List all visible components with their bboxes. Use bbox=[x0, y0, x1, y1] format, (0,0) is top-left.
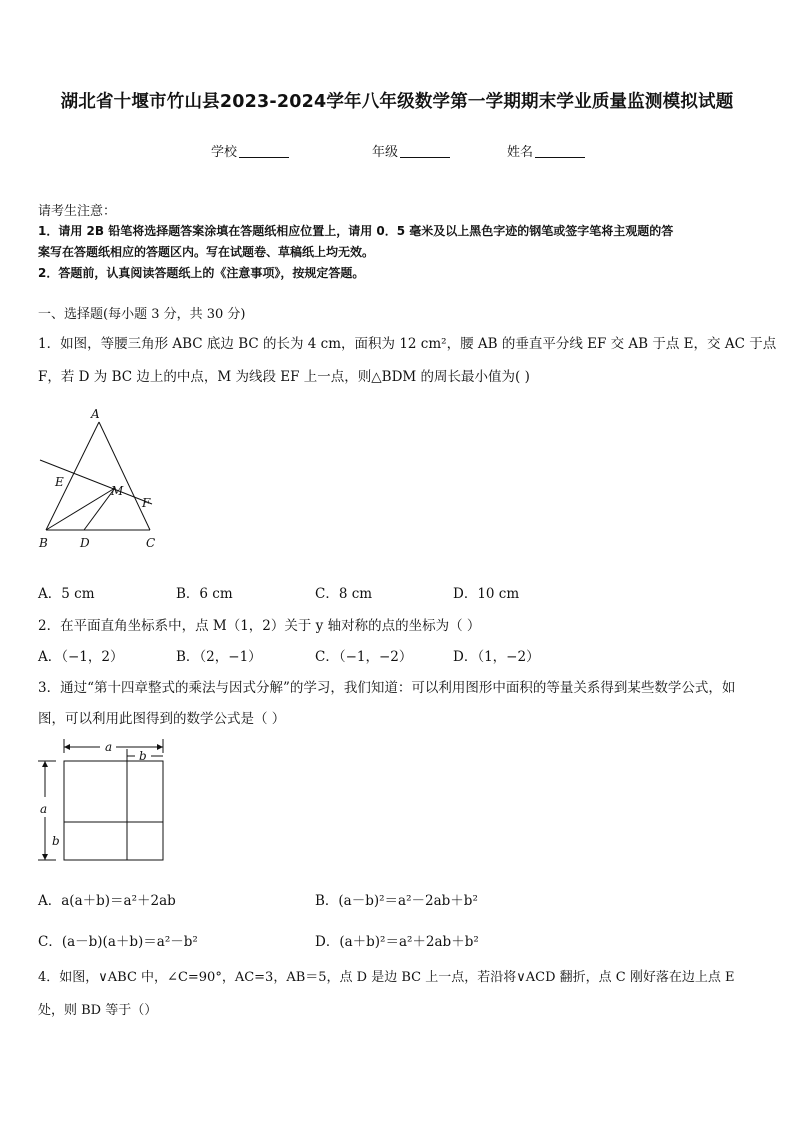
label-b-left: b bbox=[52, 834, 60, 848]
notice-line-2: 案写在答题纸相应的答题区内。写在试题卷、草稿纸上均无效。 bbox=[38, 245, 375, 259]
q3-square-figure bbox=[30, 735, 170, 865]
name-field bbox=[507, 141, 585, 160]
q3-text-line-1: 3．通过“第十四章整式的乘法与因式分解”的学习，我们知道：可以利用图形中面积的等量关系得到某些数学公式，如 bbox=[38, 680, 736, 696]
q1-option-c[interactable]: C．8 cm bbox=[315, 586, 373, 602]
label-c: C bbox=[146, 536, 156, 550]
notice-line-3: 2．答题前，认真阅读答题纸上的《注意事项》，按规定答题。 bbox=[38, 266, 365, 280]
section-heading: 一、选择题(每小题 3 分，共 30 分) bbox=[38, 307, 246, 322]
label-b: B bbox=[39, 536, 48, 550]
name-blank bbox=[535, 143, 585, 158]
school-field bbox=[211, 141, 289, 160]
q3-option-c[interactable]: C．(a－b)(a＋b)＝a²－b² bbox=[38, 934, 198, 950]
notice-heading: 请考生注意： bbox=[38, 204, 117, 219]
label-d: D bbox=[80, 536, 90, 550]
q2-text-line-1: 2．在平面直角坐标系中，点 M（1，2）关于 y 轴对称的点的坐标为（ ） bbox=[38, 618, 481, 634]
q2-option-a[interactable]: A．（−1，2） bbox=[38, 649, 124, 665]
grade-label: 年级 bbox=[372, 145, 399, 160]
label-b-top: b bbox=[139, 749, 147, 763]
label-a-left: a bbox=[40, 802, 48, 816]
q1-option-b[interactable]: B．6 cm bbox=[176, 586, 233, 602]
school-blank bbox=[239, 143, 289, 158]
q1-text-line-1: 1．如图，等腰三角形 ABC 底边 BC 的长为 4 cm，面积为 12 cm²，腰 AB 的垂直平分线 EF 交 AB 于点 E，交 AC 于点 bbox=[38, 336, 777, 352]
q1-option-d[interactable]: D．10 cm bbox=[453, 586, 520, 602]
label-e: E bbox=[55, 475, 64, 489]
grade-field bbox=[372, 141, 450, 160]
q2-option-d[interactable]: D．（1，−2） bbox=[453, 649, 540, 665]
label-f: F bbox=[142, 496, 151, 510]
q3-option-d[interactable]: D．(a＋b)²＝a²＋2ab＋b² bbox=[315, 934, 479, 950]
page-title: 湖北省十堰市竹山县2023-2024学年八年级数学第一学期期末学业质量监测模拟试题 bbox=[60, 92, 734, 112]
arrow-up bbox=[42, 761, 48, 767]
q3-option-b[interactable]: B．(a－b)²＝a²－2ab＋b² bbox=[315, 893, 478, 909]
q2-option-b[interactable]: B．（2，−1） bbox=[176, 649, 262, 665]
arrow-right bbox=[157, 744, 163, 750]
q1-triangle-figure bbox=[30, 400, 170, 560]
notice-line-1: 1．请用 2B 铅笔将选择题答案涂填在答题纸相应位置上，请用 0．5 毫米及以上黑色字迹的钢笔或签字笔将主观题的答 bbox=[38, 224, 674, 238]
q4-text-line-2: 处，则 BD 等于（） bbox=[38, 1003, 158, 1018]
q1-option-a[interactable]: A．5 cm bbox=[38, 586, 95, 602]
q3-text-line-2: 图，可以利用此图得到的数学公式是（ ） bbox=[38, 711, 286, 727]
school-label: 学校 bbox=[211, 145, 238, 160]
q4-text-line-1: 4．如图，∨ABC 中，∠C=90°，AC=3，AB＝5，点 D 是边 BC 上一点，若沿将∨ACD 翻折，点 C 刚好落在边上点 E bbox=[38, 970, 735, 985]
grade-blank bbox=[400, 143, 450, 158]
name-label: 姓名 bbox=[507, 145, 534, 160]
q2-option-c[interactable]: C．（−1，−2） bbox=[315, 649, 413, 665]
side-ac bbox=[99, 422, 150, 530]
arrow-down bbox=[42, 854, 48, 860]
label-m: M bbox=[111, 484, 124, 498]
q1-text-line-2: F，若 D 为 BC 边上的中点，M 为线段 EF 上一点，则△BDM 的周长最小值为( ) bbox=[38, 369, 530, 385]
arrow-left bbox=[64, 744, 70, 750]
label-a: A bbox=[91, 407, 100, 421]
outer-square bbox=[64, 761, 163, 860]
label-a-top: a bbox=[105, 740, 113, 754]
q3-option-a[interactable]: A．a(a＋b)＝a²＋2ab bbox=[38, 893, 176, 909]
